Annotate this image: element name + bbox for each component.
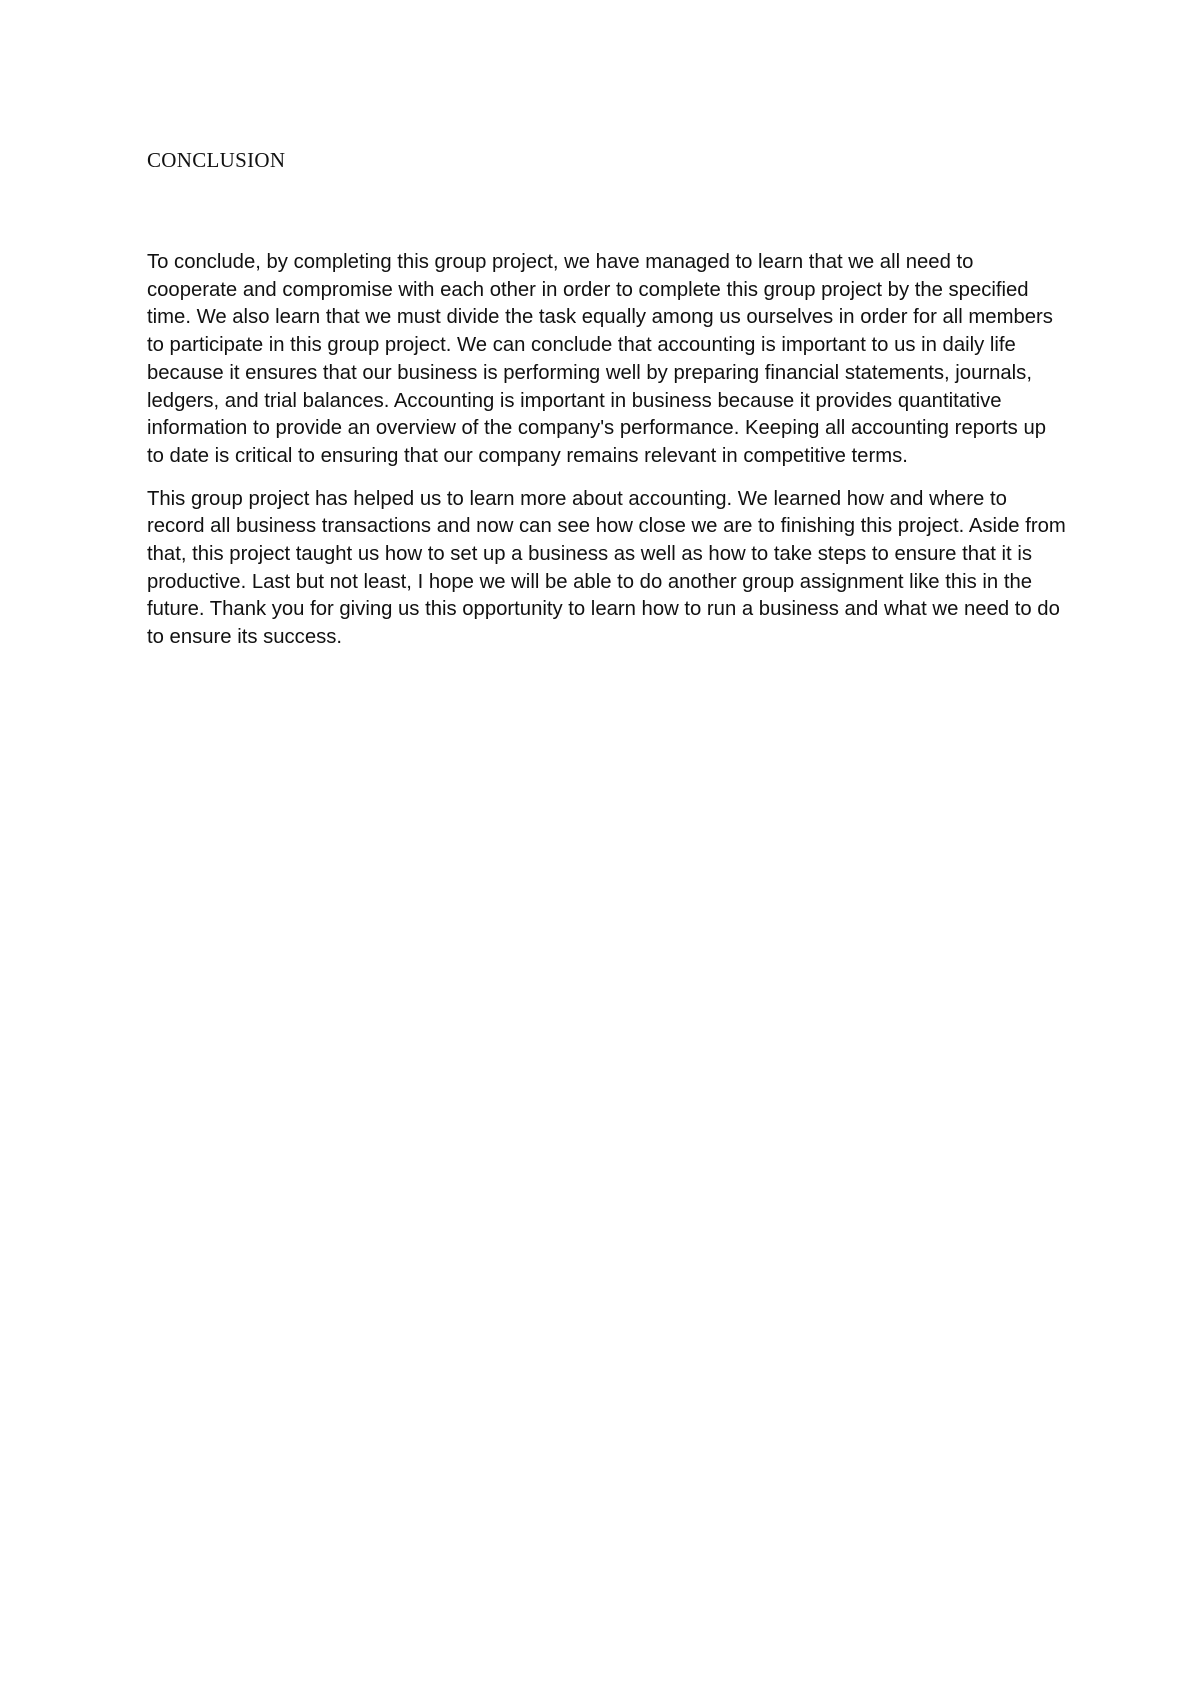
paragraph-1: To conclude, by completing this group project, we have managed to learn that we all need to cooperate and compromise with each other in order to complete this group project by the specified time. We also learn that we must divide the task equally among us ourselves in order for all members to participate in this group project. We can conclude that accounting is important to us in daily life because it ensures that our business is performing well by preparing financial statements, journals, ledgers, and trial balances. Accounting is important in business because it provides quantitative information to provide an overview of the company's performance. Keeping all accounting reports up to date is critical to ensuring that our company remains relevant in competitive terms. xyxy=(147,251,1053,467)
document-body xyxy=(147,146,1067,667)
section-heading: CONCLUSION xyxy=(147,148,286,172)
paragraph-2: This group project has helped us to learn more about accounting. We learned how and where to record all business transactions and now can see how close we are to finishing this project. Aside from that, this project taught us how to set up a business as well as how to take steps to ensure that it is productive. Last but not least, I hope we will be able to do another group assignment like this in the future. Thank you for giving us this opportunity to learn how to run a business and what we need to do to ensure its success. xyxy=(147,487,1066,649)
